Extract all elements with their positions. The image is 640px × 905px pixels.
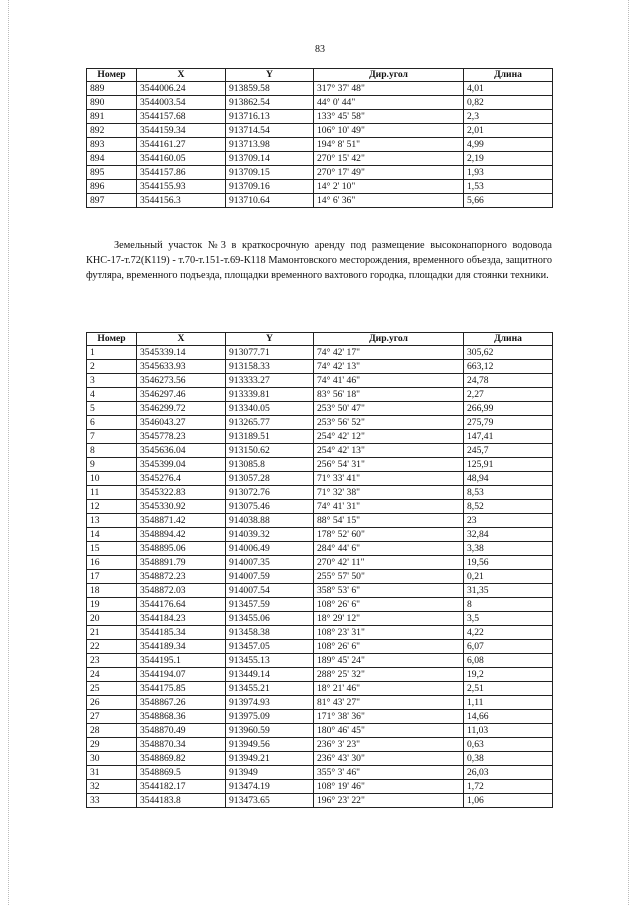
cell-length: 0,21: [464, 570, 553, 584]
header-length: Длина: [464, 333, 553, 346]
cell-direction-angle: 194° 8' 51": [314, 138, 464, 152]
cell-x: 3544184.23: [137, 612, 226, 626]
cell-direction-angle: 71° 33' 41": [314, 472, 464, 486]
table-row: [87, 346, 553, 360]
cell-direction-angle: 236° 43' 30": [314, 752, 464, 766]
cell-y: 913473.65: [226, 794, 314, 808]
cell-number: 32: [87, 780, 137, 794]
table-row: [87, 166, 553, 180]
cell-y: 913709.15: [226, 166, 314, 180]
cell-y: 913340.05: [226, 402, 314, 416]
table-row: [87, 96, 553, 110]
table-row: [87, 738, 553, 752]
cell-length: 8,53: [464, 486, 553, 500]
cell-y: 913333.27: [226, 374, 314, 388]
cell-x: 3548868.36: [137, 710, 226, 724]
cell-number: 891: [87, 110, 137, 124]
cell-direction-angle: 74° 42' 13": [314, 360, 464, 374]
cell-length: 147,41: [464, 430, 553, 444]
table-row: [87, 668, 553, 682]
cell-direction-angle: 18° 21' 46": [314, 682, 464, 696]
table-row: [87, 458, 553, 472]
cell-number: 6: [87, 416, 137, 430]
cell-x: 3544182.17: [137, 780, 226, 794]
header-x: X: [137, 69, 226, 82]
cell-direction-angle: 317° 37' 48": [314, 82, 464, 96]
cell-direction-angle: 74° 41' 46": [314, 374, 464, 388]
cell-y: 913949.56: [226, 738, 314, 752]
cell-y: 913474.19: [226, 780, 314, 794]
cell-number: 13: [87, 514, 137, 528]
cell-number: 12: [87, 500, 137, 514]
cell-x: 3544006.24: [137, 82, 226, 96]
table-row: [87, 598, 553, 612]
cell-x: 3544155.93: [137, 180, 226, 194]
table-row: [87, 472, 553, 486]
page-number: 83: [315, 44, 325, 55]
cell-length: 19,56: [464, 556, 553, 570]
header-length: Длина: [464, 69, 553, 82]
cell-number: 3: [87, 374, 137, 388]
cell-direction-angle: 14° 2' 10": [314, 180, 464, 194]
cell-number: 24: [87, 668, 137, 682]
cell-number: 29: [87, 738, 137, 752]
cell-direction-angle: 355° 3' 46": [314, 766, 464, 780]
table-row: [87, 752, 553, 766]
cell-number: 15: [87, 542, 137, 556]
cell-y: 913077.71: [226, 346, 314, 360]
cell-y: 913949.21: [226, 752, 314, 766]
cell-number: 897: [87, 194, 137, 208]
table-row: [87, 696, 553, 710]
table-row: [87, 710, 553, 724]
cell-direction-angle: 44° 0' 44": [314, 96, 464, 110]
cell-length: 3,5: [464, 612, 553, 626]
cell-x: 3548869.82: [137, 752, 226, 766]
cell-number: 892: [87, 124, 137, 138]
cell-x: 3544159.34: [137, 124, 226, 138]
cell-y: 913457.59: [226, 598, 314, 612]
cell-x: 3544175.85: [137, 682, 226, 696]
cell-y: 913710.64: [226, 194, 314, 208]
cell-x: 3548869.5: [137, 766, 226, 780]
cell-x: 3548867.26: [137, 696, 226, 710]
cell-direction-angle: 254° 42' 12": [314, 430, 464, 444]
cell-direction-angle: 358° 53' 6": [314, 584, 464, 598]
cell-y: 913949: [226, 766, 314, 780]
table-row: [87, 528, 553, 542]
left-margin-line: [8, 0, 10, 905]
cell-direction-angle: 106° 10' 49": [314, 124, 464, 138]
table-row: [87, 444, 553, 458]
cell-direction-angle: 256° 54' 31": [314, 458, 464, 472]
table-row: [87, 556, 553, 570]
cell-number: 9: [87, 458, 137, 472]
cell-y: 914006.49: [226, 542, 314, 556]
cell-length: 5,66: [464, 194, 553, 208]
cell-x: 3544003.54: [137, 96, 226, 110]
cell-number: 31: [87, 766, 137, 780]
cell-y: 913072.76: [226, 486, 314, 500]
cell-y: 913085.8: [226, 458, 314, 472]
cell-y: 913975.09: [226, 710, 314, 724]
cell-direction-angle: 108° 23' 31": [314, 626, 464, 640]
table-row: [87, 584, 553, 598]
table-row: [87, 110, 553, 124]
cell-x: 3548895.06: [137, 542, 226, 556]
cell-y: 913974.93: [226, 696, 314, 710]
cell-number: 11: [87, 486, 137, 500]
cell-length: 11,03: [464, 724, 553, 738]
cell-direction-angle: 253° 56' 52": [314, 416, 464, 430]
table-row: [87, 124, 553, 138]
cell-number: 26: [87, 696, 137, 710]
table-row: [87, 138, 553, 152]
cell-length: 4,99: [464, 138, 553, 152]
cell-length: 1,93: [464, 166, 553, 180]
cell-y: 913709.14: [226, 152, 314, 166]
cell-direction-angle: 83° 56' 18": [314, 388, 464, 402]
cell-y: 914007.35: [226, 556, 314, 570]
cell-y: 914039.32: [226, 528, 314, 542]
table-row: [87, 682, 553, 696]
cell-number: 21: [87, 626, 137, 640]
cell-length: 8: [464, 598, 553, 612]
cell-length: 1,72: [464, 780, 553, 794]
cell-y: 913075.46: [226, 500, 314, 514]
cell-y: 913714.54: [226, 124, 314, 138]
cell-number: 4: [87, 388, 137, 402]
table-header-row: [87, 69, 553, 82]
table-row: [87, 542, 553, 556]
table-row: [87, 612, 553, 626]
table-row: [87, 640, 553, 654]
cell-number: 22: [87, 640, 137, 654]
cell-number: 33: [87, 794, 137, 808]
table-row: [87, 152, 553, 166]
cell-x: 3544185.34: [137, 626, 226, 640]
cell-length: 2,3: [464, 110, 553, 124]
cell-number: 27: [87, 710, 137, 724]
cell-number: 893: [87, 138, 137, 152]
cell-number: 2: [87, 360, 137, 374]
cell-length: 125,91: [464, 458, 553, 472]
header-y: Y: [226, 333, 314, 346]
cell-x: 3544156.3: [137, 194, 226, 208]
table-header-row: [87, 333, 553, 346]
cell-length: 266,99: [464, 402, 553, 416]
table-row: [87, 626, 553, 640]
cell-x: 3548891.79: [137, 556, 226, 570]
cell-x: 3544176.64: [137, 598, 226, 612]
cell-number: 894: [87, 152, 137, 166]
table-row: [87, 486, 553, 500]
cell-number: 19: [87, 598, 137, 612]
cell-length: 0,38: [464, 752, 553, 766]
cell-number: 890: [87, 96, 137, 110]
table-row: [87, 374, 553, 388]
cell-y: 913862.54: [226, 96, 314, 110]
cell-x: 3548871.42: [137, 514, 226, 528]
cell-x: 3545322.83: [137, 486, 226, 500]
cell-length: 2,19: [464, 152, 553, 166]
cell-length: 4,22: [464, 626, 553, 640]
cell-number: 8: [87, 444, 137, 458]
cell-x: 3544183.8: [137, 794, 226, 808]
coordinates-table-1: [86, 68, 553, 208]
right-margin-line: [628, 0, 630, 905]
cell-length: 19,2: [464, 668, 553, 682]
cell-x: 3544195.1: [137, 654, 226, 668]
cell-direction-angle: 189° 45' 24": [314, 654, 464, 668]
cell-direction-angle: 81° 43' 27": [314, 696, 464, 710]
cell-x: 3544194.07: [137, 668, 226, 682]
cell-number: 20: [87, 612, 137, 626]
cell-direction-angle: 270° 42' 11": [314, 556, 464, 570]
table-row: [87, 194, 553, 208]
table-row: [87, 724, 553, 738]
cell-x: 3546299.72: [137, 402, 226, 416]
cell-direction-angle: 108° 26' 6": [314, 640, 464, 654]
cell-y: 913455.21: [226, 682, 314, 696]
cell-x: 3545633.93: [137, 360, 226, 374]
cell-length: 4,01: [464, 82, 553, 96]
cell-number: 1: [87, 346, 137, 360]
table-row: [87, 388, 553, 402]
cell-direction-angle: 236° 3' 23": [314, 738, 464, 752]
cell-y: 914038.88: [226, 514, 314, 528]
cell-number: 17: [87, 570, 137, 584]
cell-direction-angle: 14° 6' 36": [314, 194, 464, 208]
cell-y: 913449.14: [226, 668, 314, 682]
cell-y: 913960.59: [226, 724, 314, 738]
cell-x: 3548872.23: [137, 570, 226, 584]
cell-number: 895: [87, 166, 137, 180]
cell-number: 10: [87, 472, 137, 486]
cell-direction-angle: 171° 38' 36": [314, 710, 464, 724]
cell-length: 2,01: [464, 124, 553, 138]
cell-y: 914007.59: [226, 570, 314, 584]
table-row: [87, 794, 553, 808]
cell-x: 3548870.49: [137, 724, 226, 738]
cell-y: 913709.16: [226, 180, 314, 194]
cell-number: 896: [87, 180, 137, 194]
cell-y: 914007.54: [226, 584, 314, 598]
cell-y: 913455.06: [226, 612, 314, 626]
cell-x: 3548872.03: [137, 584, 226, 598]
cell-direction-angle: 288° 25' 32": [314, 668, 464, 682]
cell-direction-angle: 284° 44' 6": [314, 542, 464, 556]
cell-y: 913713.98: [226, 138, 314, 152]
cell-x: 3545330.92: [137, 500, 226, 514]
header-y: Y: [226, 69, 314, 82]
cell-direction-angle: 270° 17' 49": [314, 166, 464, 180]
cell-direction-angle: 253° 50' 47": [314, 402, 464, 416]
cell-length: 1,11: [464, 696, 553, 710]
header-direction-angle: Дир.угол: [314, 333, 464, 346]
cell-x: 3544189.34: [137, 640, 226, 654]
cell-y: 913057.28: [226, 472, 314, 486]
cell-length: 245,7: [464, 444, 553, 458]
cell-length: 275,79: [464, 416, 553, 430]
cell-y: 913458.38: [226, 626, 314, 640]
table-row: [87, 402, 553, 416]
cell-direction-angle: 88° 54' 15": [314, 514, 464, 528]
coordinates-table-2: [86, 332, 553, 808]
header-direction-angle: Дир.угол: [314, 69, 464, 82]
cell-direction-angle: 133° 45' 58": [314, 110, 464, 124]
cell-number: 28: [87, 724, 137, 738]
table-row: [87, 430, 553, 444]
cell-number: 16: [87, 556, 137, 570]
cell-direction-angle: 196° 23' 22": [314, 794, 464, 808]
cell-direction-angle: 74° 42' 17": [314, 346, 464, 360]
cell-x: 3546273.56: [137, 374, 226, 388]
cell-length: 6,08: [464, 654, 553, 668]
table-row: [87, 82, 553, 96]
cell-length: 8,52: [464, 500, 553, 514]
cell-y: 913150.62: [226, 444, 314, 458]
cell-y: 913455.13: [226, 654, 314, 668]
cell-number: 18: [87, 584, 137, 598]
table-row: [87, 360, 553, 374]
cell-x: 3545636.04: [137, 444, 226, 458]
cell-length: 1,53: [464, 180, 553, 194]
header-x: X: [137, 333, 226, 346]
cell-x: 3544160.05: [137, 152, 226, 166]
cell-y: 913158.33: [226, 360, 314, 374]
cell-direction-angle: 180° 46' 45": [314, 724, 464, 738]
cell-x: 3544157.68: [137, 110, 226, 124]
cell-length: 32,84: [464, 528, 553, 542]
cell-number: 7: [87, 430, 137, 444]
cell-x: 3544157.86: [137, 166, 226, 180]
table-row: [87, 180, 553, 194]
table-row: [87, 766, 553, 780]
cell-direction-angle: 254° 42' 13": [314, 444, 464, 458]
cell-direction-angle: 71° 32' 38": [314, 486, 464, 500]
cell-length: 2,51: [464, 682, 553, 696]
cell-length: 14,66: [464, 710, 553, 724]
cell-length: 3,38: [464, 542, 553, 556]
cell-length: 1,06: [464, 794, 553, 808]
cell-y: 913859.58: [226, 82, 314, 96]
cell-direction-angle: 74° 41' 31": [314, 500, 464, 514]
cell-number: 5: [87, 402, 137, 416]
cell-x: 3544161.27: [137, 138, 226, 152]
cell-x: 3548894.42: [137, 528, 226, 542]
cell-length: 23: [464, 514, 553, 528]
cell-x: 3545399.04: [137, 458, 226, 472]
cell-length: 6,07: [464, 640, 553, 654]
cell-length: 24,78: [464, 374, 553, 388]
cell-length: 0,63: [464, 738, 553, 752]
cell-direction-angle: 270° 15' 42": [314, 152, 464, 166]
cell-length: 31,35: [464, 584, 553, 598]
cell-y: 913457.05: [226, 640, 314, 654]
header-number: Номер: [87, 333, 137, 346]
cell-length: 2,27: [464, 388, 553, 402]
header-number: Номер: [87, 69, 137, 82]
cell-length: 26,03: [464, 766, 553, 780]
cell-number: 30: [87, 752, 137, 766]
cell-length: 48,94: [464, 472, 553, 486]
cell-y: 913189.51: [226, 430, 314, 444]
table-row: [87, 570, 553, 584]
cell-x: 3545276.4: [137, 472, 226, 486]
cell-y: 913339.81: [226, 388, 314, 402]
cell-x: 3546297.46: [137, 388, 226, 402]
cell-length: 305,62: [464, 346, 553, 360]
table-row: [87, 500, 553, 514]
table-row: [87, 514, 553, 528]
table-row: [87, 416, 553, 430]
cell-length: 0,82: [464, 96, 553, 110]
cell-x: 3545339.14: [137, 346, 226, 360]
cell-number: 14: [87, 528, 137, 542]
cell-direction-angle: 255° 57' 50": [314, 570, 464, 584]
cell-length: 663,12: [464, 360, 553, 374]
cell-number: 23: [87, 654, 137, 668]
cell-direction-angle: 178° 52' 60": [314, 528, 464, 542]
cell-x: 3545778.23: [137, 430, 226, 444]
cell-x: 3548870.34: [137, 738, 226, 752]
cell-number: 25: [87, 682, 137, 696]
cell-direction-angle: 18° 29' 12": [314, 612, 464, 626]
table-row: [87, 654, 553, 668]
cell-x: 3546043.27: [137, 416, 226, 430]
cell-number: 889: [87, 82, 137, 96]
cell-direction-angle: 108° 26' 6": [314, 598, 464, 612]
cell-direction-angle: 108° 19' 46": [314, 780, 464, 794]
land-plot-description: Земельный участок №3 в краткосрочную аренду под размещение высоконапорного водовода КНС-17-т.72(К119) - т.70-т.151-т.69-К118 Мамонтовского месторождения, временного объезда, защитного футляра, временного подъезда, площадки временного вахтового городка, площадки для стоянки техники.: [86, 240, 552, 281]
cell-y: 913716.13: [226, 110, 314, 124]
table-row: [87, 780, 553, 794]
cell-y: 913265.77: [226, 416, 314, 430]
